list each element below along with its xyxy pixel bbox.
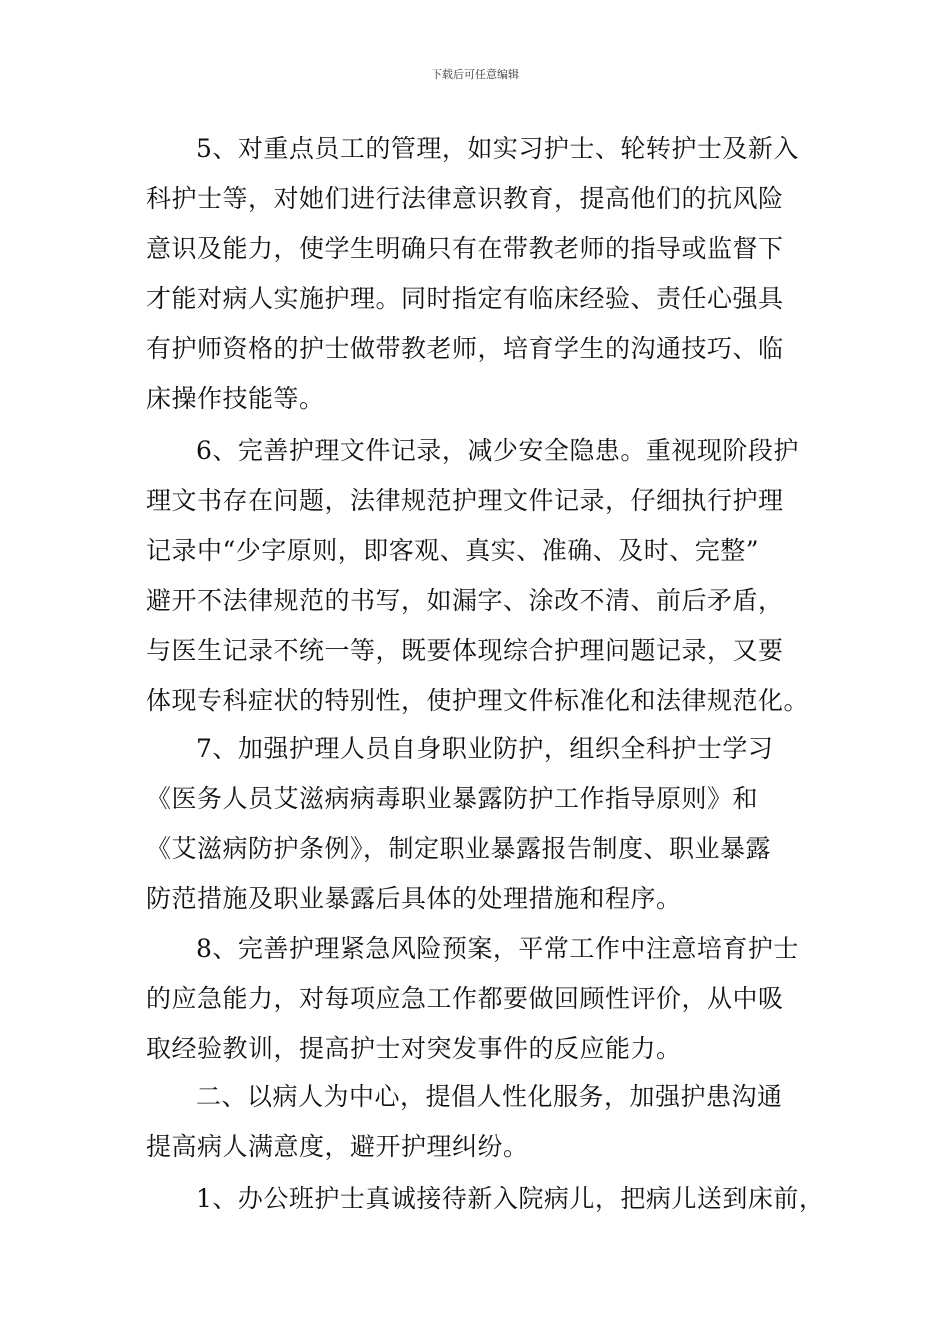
paragraph-first-line: 1、办公班护士真诚接待新入院病儿，把病儿送到床前， — [196, 1184, 825, 1213]
page-header: 下载后可任意编辑 — [431, 68, 519, 81]
paragraph-line: 《医务人员艾滋病病毒职业暴露防护工作指导原则》和 — [146, 784, 759, 813]
paragraph-line: 取经验教训，提高护士对突发事件的反应能力。 — [146, 1034, 682, 1063]
paragraph-line: 的应急能力，对每项应急工作都要做回顾性评价，从中吸 — [146, 984, 784, 1013]
paragraph-line: 体现专科症状的特别性，使护理文件标准化和法律规范化。 — [146, 686, 810, 715]
paragraph-line: 才能对病人实施护理。同时指定有临床经验、责任心强具 — [146, 284, 784, 313]
paragraph-line: 床操作技能等。 — [146, 384, 325, 413]
paragraph-line: 《艾滋病防护条例》，制定职业暴露报告制度、职业暴露 — [146, 834, 772, 863]
paragraph-line: 提高病人满意度，避开护理纠纷。 — [146, 1132, 529, 1161]
paragraph-line: 有护师资格的护士做带教老师，培育学生的沟通技巧、临 — [146, 334, 784, 363]
paragraph-first-line: 5、对重点员工的管理，如实习护士、轮转护士及新入 — [196, 134, 799, 163]
paragraph-line: 意识及能力，使学生明确只有在带教老师的指导或监督下 — [146, 234, 784, 263]
paragraph-line: 避开不法律规范的书写，如漏字、涂改不清、前后矛盾， — [146, 586, 784, 615]
paragraph-first-line: 二、以病人为中心，提倡人性化服务，加强护患沟通 — [196, 1082, 783, 1111]
paragraph-line: 与医生记录不统一等，既要体现综合护理问题记录，又要 — [146, 636, 784, 665]
paragraph-first-line: 8、完善护理紧急风险预案，平常工作中注意培育护士 — [196, 934, 799, 963]
paragraph-line: 理文书存在问题，法律规范护理文件记录，仔细执行护理 — [146, 486, 784, 515]
paragraph-line: 防范措施及职业暴露后具体的处理措施和程序。 — [146, 884, 682, 913]
paragraph-line: 科护士等，对她们进行法律意识教育，提高他们的抗风险 — [146, 184, 784, 213]
paragraph-first-line: 7、加强护理人员自身职业防护，组织全科护士学习 — [196, 734, 774, 763]
paragraph-first-line: 6、完善护理文件记录，减少安全隐患。重视现阶段护 — [196, 436, 799, 465]
paragraph-line: 记录中“少字原则，即客观、真实、准确、及时、完整” — [146, 536, 760, 565]
